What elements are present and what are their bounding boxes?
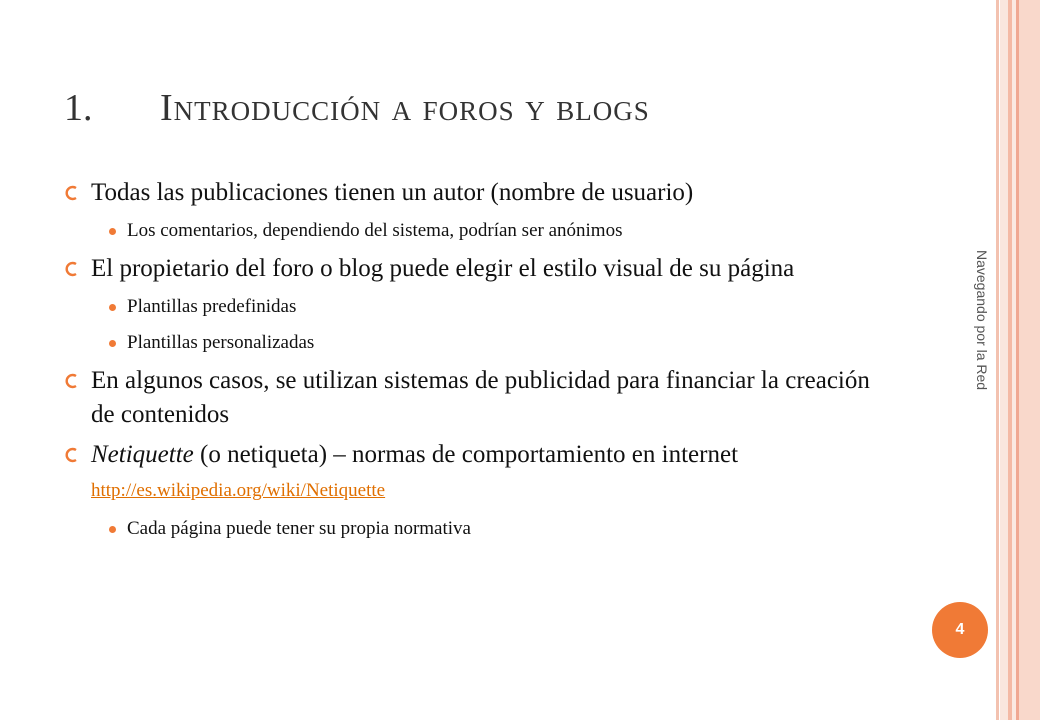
decor-stripe [1019,0,1040,720]
sub-bullet-text: Plantillas predefinidas [127,296,297,317]
bullet-text: El propietario del foro o blog puede elegir el estilo visual de su página [91,255,795,282]
bullet-item [64,364,894,432]
sub-bullet-dot-icon [109,340,116,347]
sub-bullet-item [64,216,894,246]
side-label: Navegando por la Red [974,250,990,391]
bullet-marker-icon [64,185,78,201]
slide-title [64,86,650,132]
page-number: 4 [955,621,965,638]
decor-stripe [996,0,999,720]
bullet-text-italic: Netiquette [91,441,194,468]
bullet-marker-icon [64,373,78,389]
bullet-item [64,438,894,508]
sub-bullet-dot-icon [109,526,116,533]
sub-bullet-item [64,514,894,544]
bullet-marker-icon [64,447,78,463]
netiquette-link[interactable]: http://es.wikipedia.org/wiki/Netiquette [91,480,386,501]
slide-content [64,176,894,550]
bullet-item [64,252,894,286]
sub-bullet-dot-icon [109,304,116,311]
bullet-text: En algunos casos, se utilizan sistemas de publicidad para financiar la creación de contenidos [91,367,870,428]
bullet-item [64,176,894,210]
page-number-badge [932,602,988,658]
slide-title-number: 1. [64,87,93,129]
bullet-marker-icon [64,261,78,277]
bullet-text: Todas las publicaciones tienen un autor (nombre de usuario) [91,179,694,206]
sub-bullet-text: Los comentarios, dependiendo del sistema, podrían ser anónimos [127,220,623,241]
slide-title-text: Introducción a foros y blogs [160,87,650,129]
sub-bullet-item [64,292,894,322]
decor-stripe [1000,0,1008,720]
bullet-text: (o netiqueta) – normas de comportamiento en internet [193,441,739,468]
sub-bullet-text: Cada página puede tener su propia normativa [127,518,471,539]
sub-bullet-dot-icon [109,228,116,235]
sub-bullet-item [64,328,894,358]
sub-bullet-text: Plantillas personalizadas [127,332,315,353]
